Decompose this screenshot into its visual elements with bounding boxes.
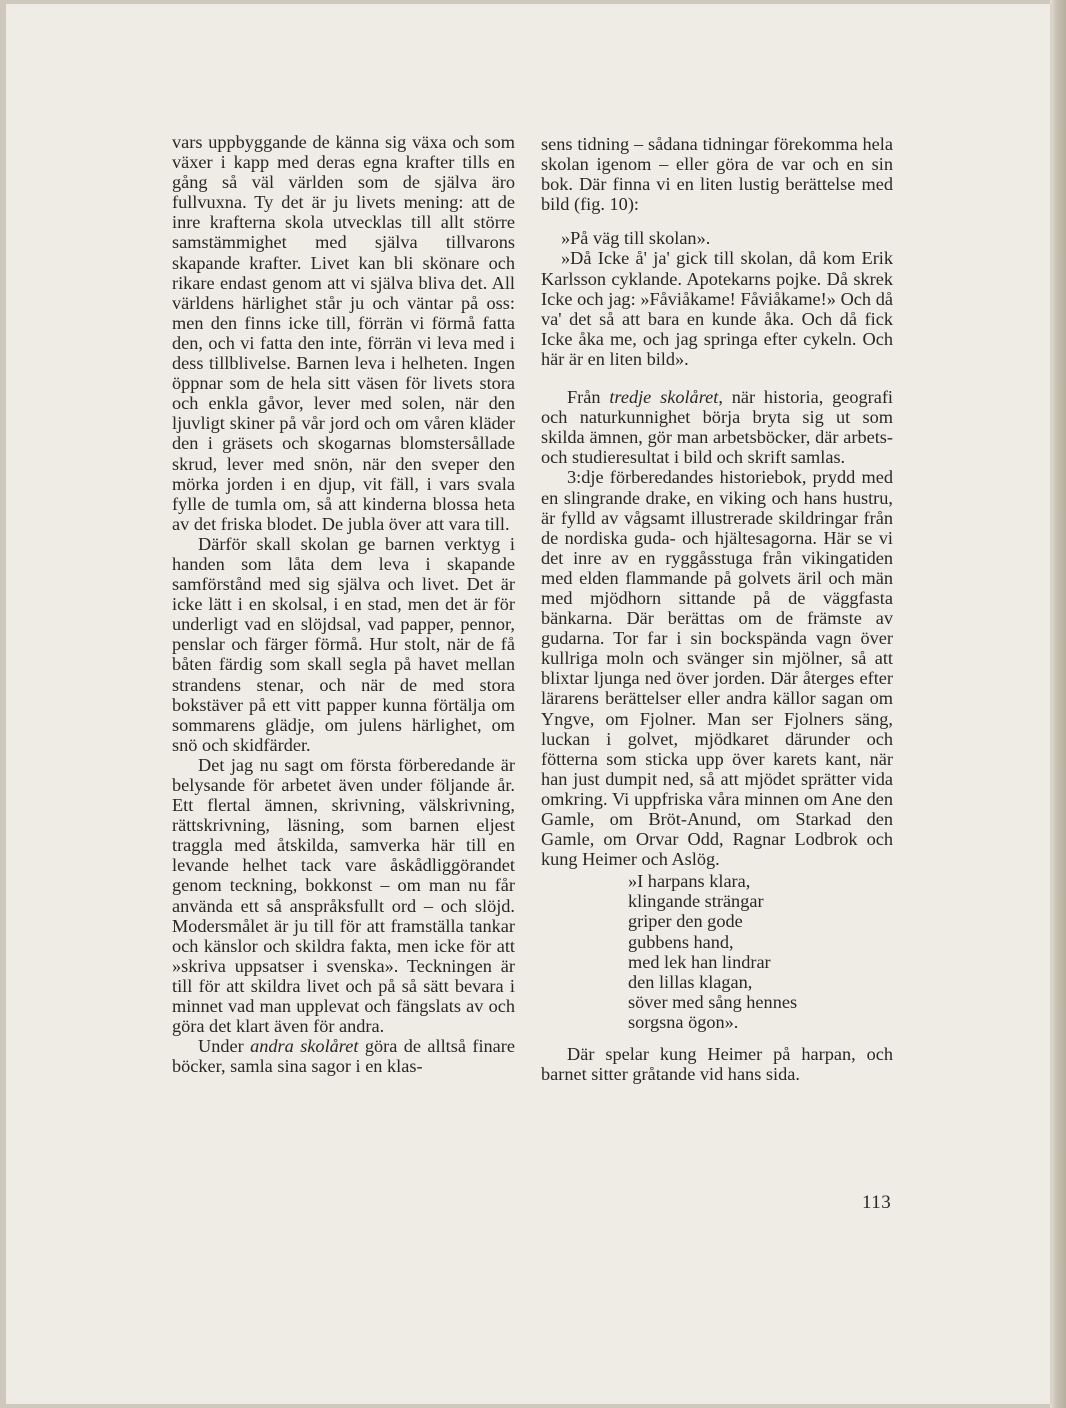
- paragraph: [172, 1036, 515, 1076]
- paragraph: Där spelar kung Heimer på harpan, och barnet sitter gråtande vid hans sida.: [541, 1044, 893, 1085]
- poem-line: klingande strängar: [628, 891, 764, 912]
- italic-term: andra skolåret: [250, 1036, 359, 1057]
- text-run: Från: [567, 387, 610, 408]
- poem-line: den lillas klagan,: [628, 971, 753, 992]
- paragraph: vars uppbyggande de känna sig växa och som växer i kapp med deras egna krafter tills en gång så väl världen som de själva äro fullvuxna. Ty det är ju livets mening: att de inre krafterna skola utvecklas till allt större samstämmighet med själva tillvarons skapande krafter. Livet kan bli skönare och rikare endast genom att vi själva bliva det. All världens härlighet står ju och väntar på oss: men den finns icke till, förrän vi förmå fatta den, och vi fatta den inte, förrän vi leva med i dess tillblivelse. Barnen leva i helheten. Ingen öppnar som de hela sitt väsen för livets stora och enkla gåvor, lever med solen, när den ljuvligt skiner på vår jord och om våren kläder den i gräsets och skogarnas blomstersållade skrud, lever med snön, när den sveper den mörka jorden i en djup, vit fäll, i vars svala fylle de tumla om, så att kinderna blossa heta av det friska blodet. De jubla över att vara till.: [172, 132, 515, 534]
- left-text-column: [172, 132, 515, 1076]
- poem-line: gubbens hand,: [628, 931, 734, 952]
- book-page: [6, 4, 1052, 1404]
- paragraph: [541, 387, 893, 467]
- poem-line: med lek han lindrar: [628, 951, 771, 972]
- quote-title: »På väg till skolan».: [561, 228, 711, 249]
- book-spine: [1050, 0, 1066, 1408]
- text-run: göra de alltså finare böcker, samla sina sagor i en klas-: [172, 1036, 515, 1077]
- right-text-column: [541, 134, 893, 1084]
- text-run: Under: [198, 1036, 251, 1057]
- italic-term: tredje skolåret: [609, 387, 719, 408]
- poem-line: sorgsna ögon».: [628, 1011, 739, 1032]
- paragraph: sens tidning – sådana tidningar förekomma hela skolan igenom – eller göra de var och en sin bok. Där finna vi en liten lustig berättelse med bild (fig. 10):: [541, 134, 893, 215]
- paragraph: Det jag nu sagt om första förberedande är belysande för arbetet även under följande år. Ett flertal ämnen, skrivning, välskrivning, rättskrivning, läsning, som barnen eljest traggla med åtskilda, samverka här till en levande helhet tack vare åskådliggörandet genom teckning, bokkonst – om man nu får använda ett så anspråksfullt ord – och slöjd. Modersmålet är ju till för att framställa tankar och känslor och skildra fakta, men icke för att »skriva uppsatser i svenska». Teckningen är till för att skildra livet och på så sätt bevara i minnet vad man upplevat och fängslats av och göra det klart även för andra.: [172, 754, 515, 1037]
- poem-line: söver med sång hennes: [628, 991, 798, 1012]
- poem-line: »I harpans klara,: [628, 871, 751, 892]
- poem: [628, 871, 893, 1032]
- page-number: 113: [862, 1192, 892, 1213]
- paragraph: Därför skall skolan ge barnen verktyg i handen som låta dem leva i skapande samförstånd med sig själva och livet. Det är icke lätt i en skolsal, i en stad, men det är för underligt vad en slöjdsal, vad papper, pennor, penslar och färger förmå. Hur stolt, när de få båten färdig som skall segla på havet mellan strandens stenar, och när de med stora bokstäver på ett vitt papper kunna förtälja om sommarens glädje, om julens härlighet, om snö och skidfärder.: [172, 533, 515, 755]
- quote-body: »Då Icke å' ja' gick till skolan, då kom Erik Karlsson cyklande. Apotekarns pojke. Då skrek Icke och jag: »Fåviåkame! Fåviåkame!» Och då va' det så att bara en kunde åka. Och då fick Icke åka me, och jag springa efter cykeln. Och här är en liten bild».: [541, 248, 893, 369]
- paragraph: 3:dje förberedandes historiebok, prydd med en slingrande drake, en viking och hans hustru, är fylld av vågsamt illustrerade skildringar från de nordiska guda- och hjältesagorna. Här se vi det inre av en ryggåsstuga från vikingatiden med elden flammande på golvets äril och män med mjödhorn sittande på de väggfasta bänkarna. Där berättas om de främste av gudarna. Tor far i sin bockspända vagn över kullriga moln och svänger sin mjölner, så att blixtar ljunga ned över jorden. Där återges efter lärarens berättelser eller andra källor sagan om Yngve, om Fjolner. Man ser Fjolners säng, luckan i golvet, mjödkaret därunder och fötterna som sticka upp över karets kant, när han just dumpit ned, så att mjödet sprätter vida omkring. Vi uppfriska våra minnen om Ane den Gamle, om Bröt-Anund, om Starkad den Gamle, om Orvar Odd, Ragnar Lodbrok och kung Heimer och Aslög.: [541, 467, 893, 870]
- poem-line: griper den gode: [628, 911, 743, 932]
- text-run: , när historia, geografi och naturkunnighet börja bryta sig ut som skilda ämnen, gör man arbetsböcker, där arbets- och studieresultat i bild och skrift samlas.: [541, 387, 893, 468]
